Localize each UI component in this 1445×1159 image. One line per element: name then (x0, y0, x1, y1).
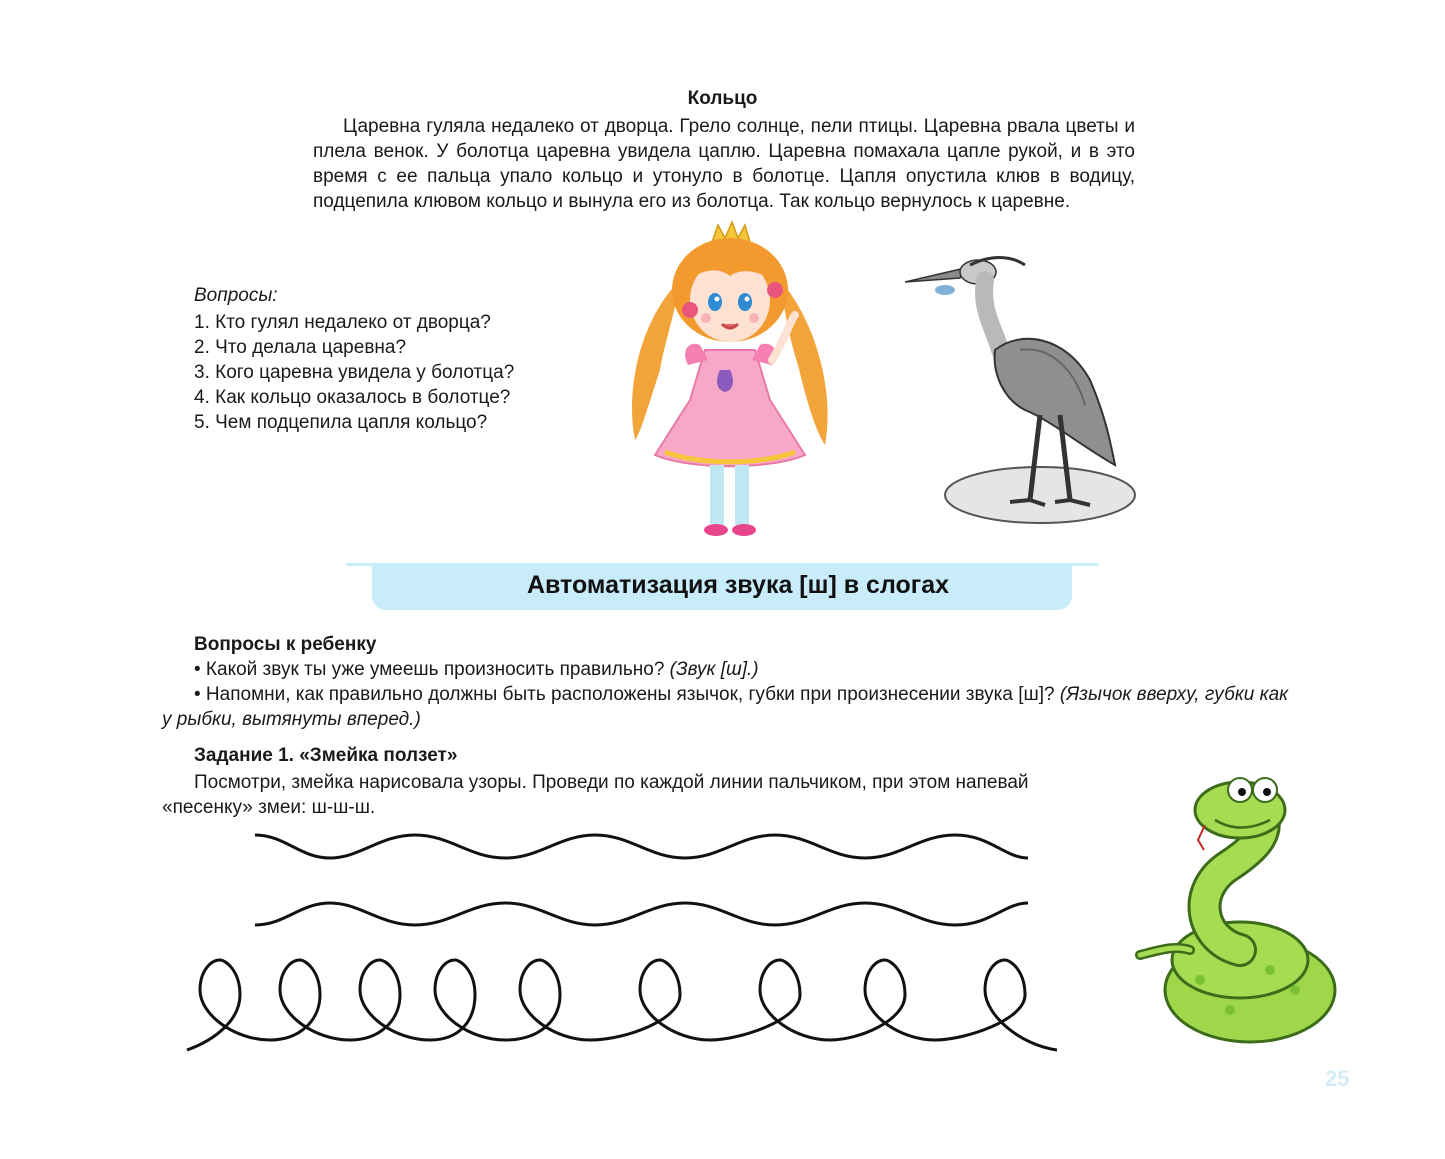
story-paragraph: Царевна гуляла недалеко от дворца. Грело солнце, пели птицы. Царевна рвала цветы и плела венок. У болотца царевна увидела цаплю. Царевна помахала цапле рукой, и в это время с ее пальца упало кольцо и утонуло в болотце. Цапля опустила клюв в водицу, подцепила клювом кольцо и вынула его из болотца. Так кольцо вернулось к царевне. (313, 116, 1135, 212)
child-question-1-answer: (Звук [ш].) (669, 659, 759, 680)
loop-line (187, 960, 1057, 1050)
question-item: 1. Кто гулял недалеко от дворца? (194, 312, 491, 333)
snake-illustration (1120, 770, 1340, 1055)
task-text: Посмотри, змейка нарисовала узоры. Проведи по каждой линии пальчиком, при этом напевай «песенку» змеи: ш-ш-ш. (162, 772, 1029, 818)
questions-title: Вопросы: (194, 285, 278, 306)
question-item: 3. Кого царевна увидела у болотца? (194, 362, 515, 383)
child-question-1-text: • Какой звук ты уже умеешь произносить правильно? (194, 659, 665, 680)
task-title: Задание 1. «Змейка ползет» (194, 745, 458, 766)
story-title: Кольцо (687, 88, 758, 109)
wave-line-1 (255, 835, 1028, 858)
section-title: Автоматизация звука [ш] в слогах (526, 571, 950, 599)
wave-line-2 (255, 903, 1028, 925)
child-question-2-text: • Напомни, как правильно должны быть расположены язычок, губки при произнесении звука [ш]? (194, 684, 1055, 705)
question-item: 2. Что делала царевна? (194, 337, 407, 358)
question-item: 4. Как кольцо оказалось в болотце? (194, 387, 511, 408)
page-number: 25 (1325, 1066, 1350, 1091)
question-item: 5. Чем подцепила цапля кольцо? (194, 412, 488, 433)
child-question-2-answer: (Язычок вверху, губки как у рыбки, вытянуты вперед.) (162, 684, 1289, 730)
child-questions-title: Вопросы к ребенку (194, 634, 377, 655)
